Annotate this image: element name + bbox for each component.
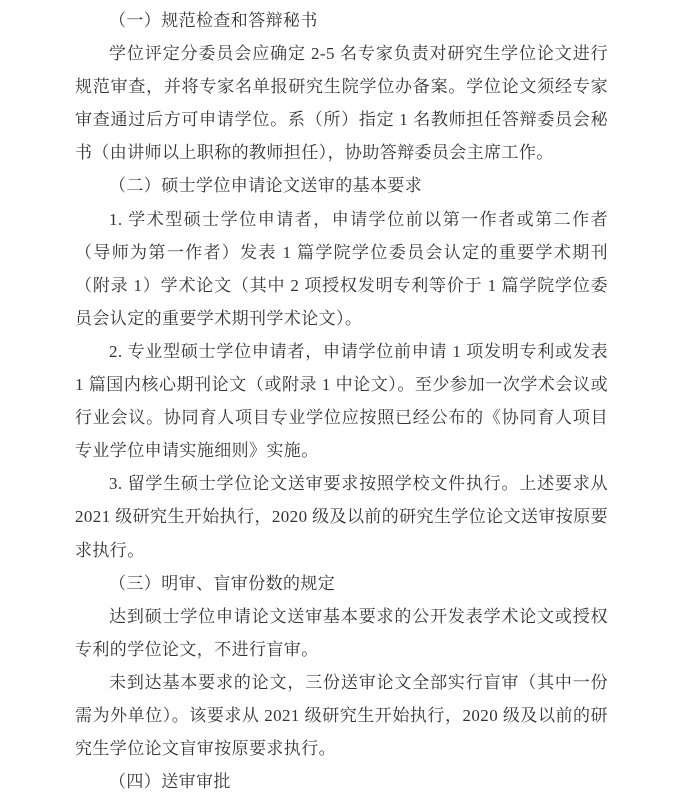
list-item-academic-master-requirement: 1. 学术型硕士学位申请者，申请学位前以第一作者或第二作者（导师为第一作者）发表 1 篇学院学位委员会认定的重要学术期刊（附录 1）学术论文（其中 2 项授权发明专利等价于 1 篇学院学位委员会认定的重要学术期刊学术论文）。 bbox=[75, 209, 608, 328]
document-text-block bbox=[75, 4, 608, 798]
section-heading-four: （四）送审审批 bbox=[109, 772, 231, 792]
list-item-professional-master-requirement: 2. 专业型硕士学位申请者，申请学位前申请 1 项发明专利或发表 1 篇国内核心期刊论文（或附录 1 中论文）。至少参加一次学术会议或行业会议。协同育人项目专业学位应按照已经公布的《协同育人项目专业学位申请实施细则》实施。 bbox=[75, 341, 608, 461]
paragraph-blind-review-rule: 未到达基本要求的论文，三份送审论文全部实行盲审（其中一份需为外单位）。该要求从 2021 级研究生开始执行，2020 级及以前的研究生学位论文盲审按原要求执行。 bbox=[75, 672, 608, 759]
section-heading-one: （一）规范检查和答辩秘书 bbox=[109, 11, 318, 30]
section-heading-two: （二）硕士学位申请论文送审的基本要求 bbox=[109, 176, 423, 196]
paragraph-norm-check-defense-secretary: 学位评定分委员会应确定 2-5 名专家负责对研究生学位论文进行规范审查，并将专家名单报研究生院学位办备案。学位论文须经专家审查通过后方可申请学位。系（所）指定 1 名教师担任答辩委员会秘书（由讲师以上职称的教师担任），协助答辩委员会主席工作。 bbox=[75, 44, 608, 163]
section-heading-three: （三）明审、盲审份数的规定 bbox=[109, 573, 336, 593]
paragraph-open-review-rule: 达到硕士学位申请论文送审基本要求的公开发表学术论文或授权专利的学位论文，不进行盲审。 bbox=[75, 606, 608, 659]
list-item-international-student-requirement: 3. 留学生硕士学位论文送审要求按照学校文件执行。上述要求从 2021 级研究生开始执行，2020 级及以前的研究生学位论文送审按原要求执行。 bbox=[75, 474, 608, 560]
